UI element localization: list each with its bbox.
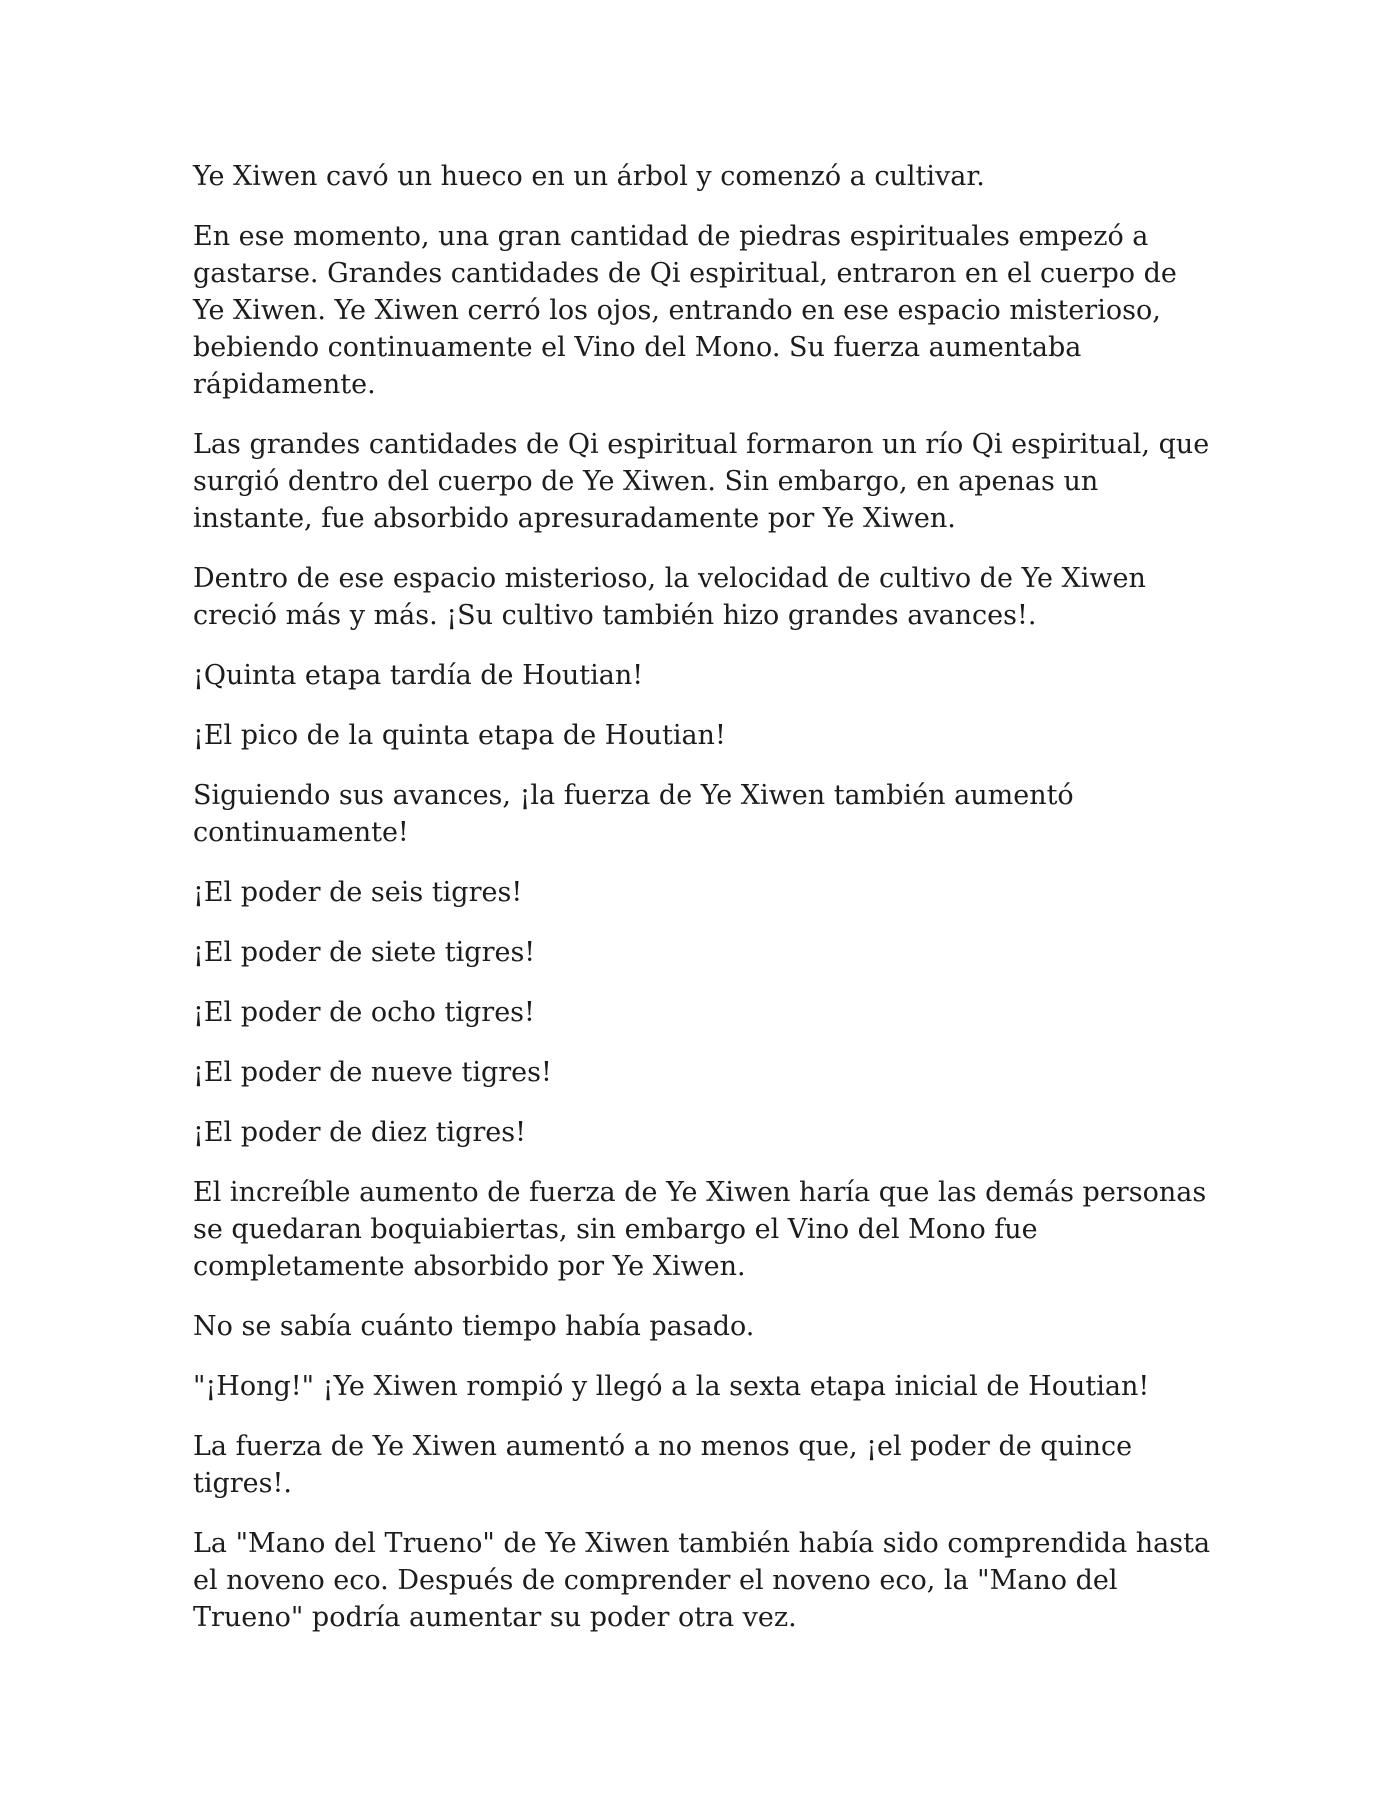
paragraph-8: ¡El poder de seis tigres! bbox=[193, 877, 523, 908]
paragraph-16: La fuerza de Ye Xiwen aumentó a no menos que, ¡el poder de quince tigres!. bbox=[193, 1431, 1133, 1499]
paragraph-15: "¡Hong!" ¡Ye Xiwen rompió y llegó a la sexta etapa inicial de Houtian! bbox=[193, 1371, 1150, 1402]
paragraph-10: ¡El poder de ocho tigres! bbox=[193, 997, 535, 1028]
paragraph-7: Siguiendo sus avances, ¡la fuerza de Ye Xiwen también aumentó continuamente! bbox=[193, 780, 1074, 848]
paragraph-4: Dentro de ese espacio misterioso, la velocidad de cultivo de Ye Xiwen creció más y más. ¡Su cultivo también hizo grandes avances!. bbox=[193, 563, 1146, 631]
paragraph-2: En ese momento, una gran cantidad de piedras espirituales empezó a gastarse. Grandes cantidades de Qi espiritual, entraron en el cuerpo de Ye Xiwen. Ye Xiwen cerró los ojos, entrando en ese espacio misterioso, bebiendo continuamente el Vino del Mono. Su fuerza aumentaba rápidamente. bbox=[193, 221, 1177, 400]
paragraph-6: ¡El pico de la quinta etapa de Houtian! bbox=[193, 720, 726, 751]
paragraph-5: ¡Quinta etapa tardía de Houtian! bbox=[193, 660, 644, 691]
paragraph-1: Ye Xiwen cavó un hueco en un árbol y comenzó a cultivar. bbox=[193, 161, 985, 192]
paragraph-9: ¡El poder de siete tigres! bbox=[193, 937, 536, 968]
paragraph-13: El increíble aumento de fuerza de Ye Xiwen haría que las demás personas se quedaran boquiabiertas, sin embargo el Vino del Mono fue completamente absorbido por Ye Xiwen. bbox=[193, 1177, 1207, 1282]
document-body bbox=[193, 158, 1213, 1659]
paragraph-12: ¡El poder de diez tigres! bbox=[193, 1117, 526, 1148]
paragraph-11: ¡El poder de nueve tigres! bbox=[193, 1057, 552, 1088]
paragraph-17: La "Mano del Trueno" de Ye Xiwen también había sido comprendida hasta el noveno eco. Después de comprender el noveno eco, la "Mano del Trueno" podría aumentar su poder otra vez. bbox=[193, 1528, 1211, 1633]
paragraph-14: No se sabía cuánto tiempo había pasado. bbox=[193, 1311, 755, 1342]
paragraph-3: Las grandes cantidades de Qi espiritual formaron un río Qi espiritual, que surgió dentro del cuerpo de Ye Xiwen. Sin embargo, en apenas un instante, fue absorbido apresuradamente por Ye Xiwen. bbox=[193, 429, 1210, 534]
